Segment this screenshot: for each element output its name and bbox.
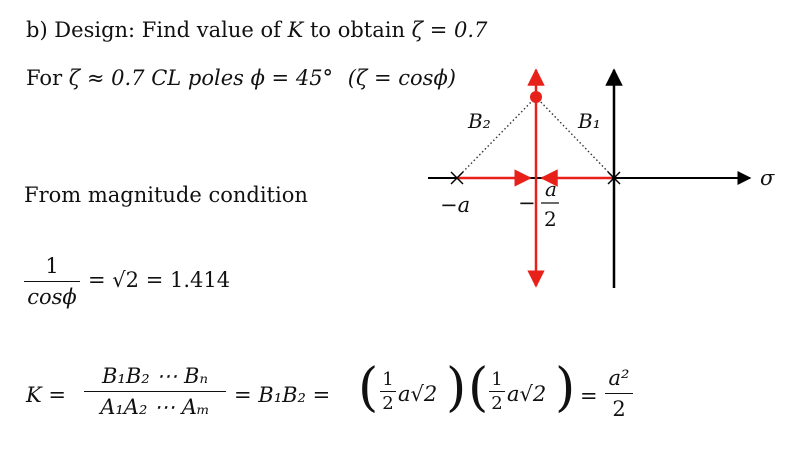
- eq2-paren1-close: ): [446, 358, 467, 418]
- heading-zeta-expr: ζ = 0.7: [411, 18, 488, 42]
- eq2-a-sqrt2-2: a√2: [507, 382, 547, 406]
- eq2-lhs: K =: [26, 383, 66, 407]
- eq1-rhs: = √2 = 1.414: [88, 268, 231, 292]
- minus-a-label: −a: [440, 193, 471, 217]
- heading-prefix: b) Design: Find value of: [26, 18, 281, 42]
- b2-label: B₂: [468, 109, 491, 133]
- approx-paren: (ζ = cosϕ): [347, 66, 456, 90]
- eq2-b1b2: = B₁B₂ =: [234, 383, 331, 407]
- approx-prefix: For: [26, 66, 63, 90]
- magnitude-label: From magnitude condition: [24, 183, 308, 207]
- b1-vector: [536, 97, 614, 178]
- eq2-half-1-den: 2: [382, 393, 394, 415]
- eq2-equals: =: [580, 384, 598, 408]
- eq2-half-1-num: 1: [382, 369, 394, 390]
- half-a-minus-sign: −: [518, 191, 536, 215]
- eq2-paren1-open: (: [358, 358, 379, 418]
- eq1-numerator: 1: [45, 254, 59, 278]
- heading-k-symbol: K: [287, 18, 304, 42]
- eq2-result-den: 2: [612, 397, 626, 422]
- cl-pole-dot: [530, 91, 542, 103]
- eq2-result-num: a²: [608, 366, 630, 390]
- eq2-paren2-close: ): [555, 358, 576, 418]
- eq2-a-sqrt2-1: a√2: [398, 382, 438, 406]
- eq2-denominator: A₁A₂ ⋯ Aₘ: [100, 395, 210, 420]
- sigma-label: σ: [760, 166, 775, 190]
- eq2-numerator: B₁B₂ ⋯ Bₙ: [102, 364, 208, 388]
- approx-expr: ζ ≈ 0.7 CL poles ϕ = 45°: [68, 66, 334, 90]
- eq2-paren2-open: (: [468, 358, 489, 418]
- heading-mid: to obtain: [303, 18, 405, 42]
- b1-label: B₁: [578, 109, 601, 133]
- half-a-numerator: a: [545, 177, 557, 201]
- eq2-half-2-num: 1: [491, 369, 503, 390]
- half-a-denominator: 2: [544, 207, 557, 231]
- eq1-denominator: cosϕ: [27, 285, 77, 310]
- eq2-half-2-den: 2: [491, 393, 503, 415]
